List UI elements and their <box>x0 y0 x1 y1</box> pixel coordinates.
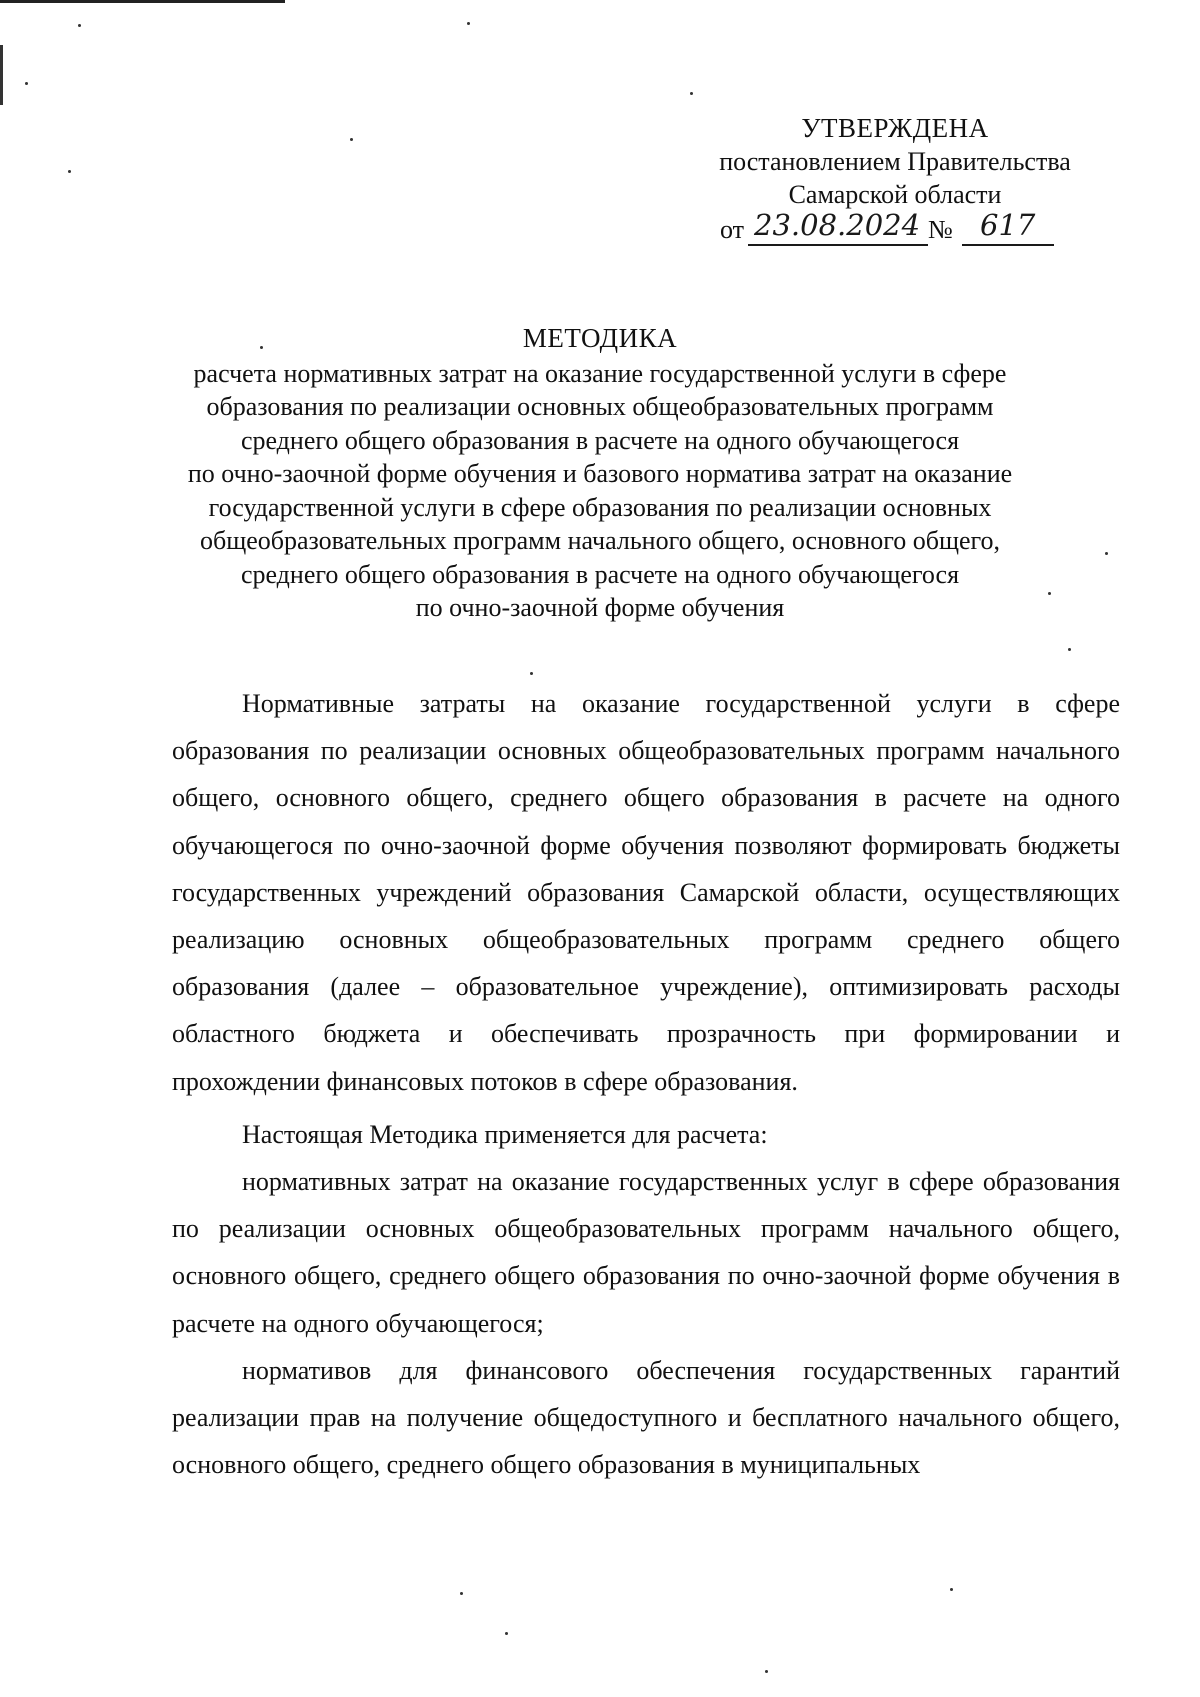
number-underline <box>962 244 1054 246</box>
title-line: образования по реализации основных общеобразовательных программ <box>206 392 994 421</box>
approval-line: Самарской области <box>788 180 1002 209</box>
body-paragraph: нормативных затрат на оказание государственных услуг в сфере образования по реализации основных общеобразовательных программ начального общего, основного общего, среднего общего образования по очно-заочной форме обучения в расчете на одного обучающегося; <box>172 1167 1120 1338</box>
scan-artifact-edge <box>0 45 3 105</box>
title-line: среднего общего образования в расчете на одного обучающегося <box>240 559 960 589</box>
document-title <box>150 322 1050 625</box>
date-underline <box>748 244 928 246</box>
approval-date-line <box>690 208 1100 251</box>
title-line: расчета нормативных затрат на оказание государственной услуги в сфере <box>193 358 1007 388</box>
approval-line: постановлением Правительства <box>719 147 1071 176</box>
number-prefix: № <box>928 215 953 244</box>
scan-speck <box>530 672 533 675</box>
title-line: по очно-заочной форме обучения и базового норматива затрат на оказание <box>187 459 1013 488</box>
scan-speck <box>25 82 28 85</box>
scan-artifact-line <box>0 0 285 3</box>
date-prefix: от <box>720 215 745 244</box>
scan-speck <box>350 138 353 141</box>
handwritten-number: 617 <box>980 208 1036 242</box>
title-line: по очно-заочной форме обучения <box>415 593 785 622</box>
document-body <box>172 680 1120 1488</box>
scan-speck <box>1105 552 1108 555</box>
title-line: общеобразовательных программ начального общего, основного общего, <box>199 526 1001 555</box>
body-paragraph: Настоящая Методика применяется для расчета: <box>242 1119 768 1149</box>
body-paragraph: нормативов для финансового обеспечения государственных гарантий реализации прав на получение общедоступного и бесплатного начального общего, основного общего, среднего общего образования в муниципальных <box>172 1355 1120 1480</box>
scan-speck <box>765 1670 768 1673</box>
title-line: среднего общего образования в расчете на одного обучающегося <box>240 425 960 455</box>
scan-speck <box>505 1632 508 1635</box>
approval-heading: УТВЕРЖДЕНА <box>801 113 989 143</box>
title-line: государственной услуги в сфере образования по реализации основных <box>208 492 992 522</box>
title-main: МЕТОДИКА <box>522 323 678 353</box>
scan-speck <box>68 170 71 173</box>
approval-block <box>690 112 1100 251</box>
scan-speck <box>1068 648 1071 651</box>
scan-speck <box>460 1592 463 1595</box>
scan-speck <box>467 22 470 25</box>
body-paragraph: Нормативные затраты на оказание государственной услуги в сфере образования по реализации основных общеобразовательных программ начального общего, основного общего, среднего общего образования в расчете на одного обучающегося по очно-заочной форме обучения позволяют формировать бюджеты государственных учреждений образования Самарской области, осуществляющих реализацию основных общеобразовательных программ среднего общего образования (далее – образовательное учреждение), оптимизировать расходы областного бюджета и обеспечивать прозрачность при формировании и прохождении финансовых потоков в сфере образования. <box>172 689 1120 1096</box>
handwritten-date: 23.08.2024 <box>754 208 921 242</box>
scan-speck <box>950 1588 953 1591</box>
scan-speck <box>690 92 693 95</box>
scan-speck <box>78 24 81 27</box>
